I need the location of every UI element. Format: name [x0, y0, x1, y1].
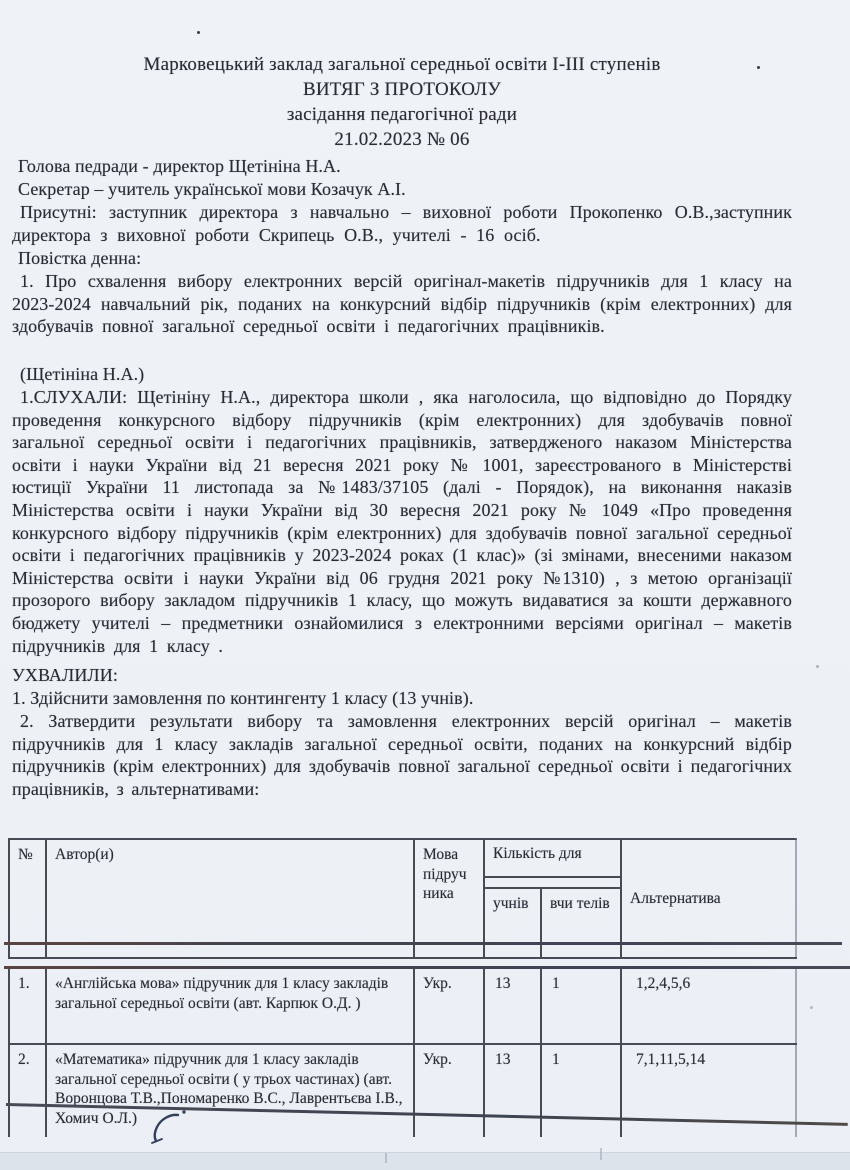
meeting-name: засідання педагогічної ради [286, 104, 518, 125]
resolved-item-2: 2. Затвердити результати вибору та замовлення електронних версій оригінал – макетів підручників для 1 класу закладів загальної середньої освіти, поданих на конкурсний відбір підручників (крім електронних) для здобувачів повної загальної середньої освіти і педагогічних працівників, з альтернативами: [12, 711, 792, 799]
resolved-label: УХВАЛИЛИ: [12, 665, 118, 685]
chairperson-line: Голова педради - директор Щетініна Н.А. [18, 156, 341, 176]
scan-speck [757, 66, 760, 69]
document-type: ВИТЯГ З ПРОТОКОЛУ [303, 79, 501, 100]
date-and-number: 21.02.2023 № 06 [334, 129, 470, 150]
row-students-count: 13 [484, 969, 541, 1044]
col-header-quantity: Кількість для [484, 839, 621, 877]
table-row [9, 1044, 796, 1137]
col-header-alternative: Альтернатива [621, 839, 796, 958]
scan-smudge [600, 1148, 602, 1160]
row-alternative: 7,1,11,5,14 [621, 1044, 796, 1137]
col-header-language: Мова підруч ника [414, 839, 484, 958]
row-alternative: 1,2,4,5,6 [621, 969, 796, 1044]
row-teachers-count: 1 [541, 1044, 621, 1137]
col-header-authors: Автор(и) [46, 839, 414, 958]
separator-line-upper [4, 942, 842, 945]
row-num: 2. [9, 1044, 46, 1137]
document-header [12, 52, 792, 152]
agenda-speaker: (Щетініна Н.А.) [20, 364, 145, 384]
attendees-paragraph: Присутні: заступник директора з навчально – виховної роботи Прокопенко О.В.,заступник директора з виховної роботи Скрипець О.В., учителі - 16 осіб. [12, 202, 792, 245]
scan-speck [816, 665, 819, 668]
scan-smudge [385, 1153, 387, 1163]
row-title: «Математика» підручник для 1 класу закладів загальної середньої освіти ( у трьох частинах) (авт. Воронцова Т.В.,Пономаренко В.С., Лаврентьєва І.В., Хомич О.Л.) [46, 1044, 414, 1137]
row-num: 1. [9, 969, 46, 1044]
row-teachers-count: 1 [541, 969, 621, 1044]
col-header-students: учнів [484, 888, 541, 958]
school-name: Марковецький заклад загальної середньої освіти І-ІІІ ступенів [143, 54, 661, 75]
scan-speck [197, 31, 200, 34]
row-language: Укр. [414, 1044, 484, 1137]
agenda-label: Повістка денна: [18, 248, 142, 268]
secretary-line: Секретар – учитель української мови Козачук А.І. [18, 179, 406, 199]
table-row [9, 969, 796, 1044]
heard-paragraph: 1.СЛУХАЛИ: Щетініну Н.А., директора школи , яка наголосила, що відповідно до Порядку проведення конкурсного відбору підручників (крім електронних) для здобувачів повної загальної середньої освіти і педагогічних працівників, затвердженого наказом Міністерства освіти і науки України від 21 вересня 2021 року № 1001, зареєстрованого в Міністерстві юстиції України 11 листопада за №1483/37105 (далі - Порядок), на виконання наказів Міністерства освіти і науки України від 30 вересня 2021 року № 1049 «Про проведення конкурсного відбору підручників (крім електронних) для здобувачів повної загальної середньої освіти і педагогічних працівників у 2023-2024 роках (1 клас)» (зі змінами, внесеними наказом Міністерства освіти і науки України від 06 грудня 2021 року №1310) , з метою організації прозорого вибору закладом підручників 1 класу, що можуть видаватися за кошти державного бюджету учителі – предметники ознайомилися з електронними версіями оригінал – макетів підручників для 1 класу . [12, 387, 792, 656]
textbooks-table [8, 838, 848, 1138]
row-language: Укр. [414, 969, 484, 1044]
scanner-edge-strip [0, 1152, 850, 1170]
resolved-item-1: 1. Здійснити замовлення по контингенту 1 класу (13 учнів). [12, 688, 474, 708]
table-header [8, 838, 797, 959]
scan-speck [810, 1006, 813, 1009]
row-students-count: 13 [484, 1044, 541, 1137]
agenda-item-1: 1. Про схвалення вибору електронних версій оригінал-макетів підручників для 1 класу на 2023-2024 навчальний рік, поданих на конкурсний відбір підручників (крім електронних) для здобувачів повної загальної середньої освіти і педагогічних працівників. [12, 271, 792, 337]
row-title: «Англійська мова» підручник для 1 класу закладів загальної середньої освіти (авт. Карпюк О.Д. ) [46, 969, 414, 1044]
col-header-teachers: вчи телів [541, 888, 621, 958]
col-header-num: № [9, 839, 46, 958]
header-spacer-cell [484, 877, 621, 888]
